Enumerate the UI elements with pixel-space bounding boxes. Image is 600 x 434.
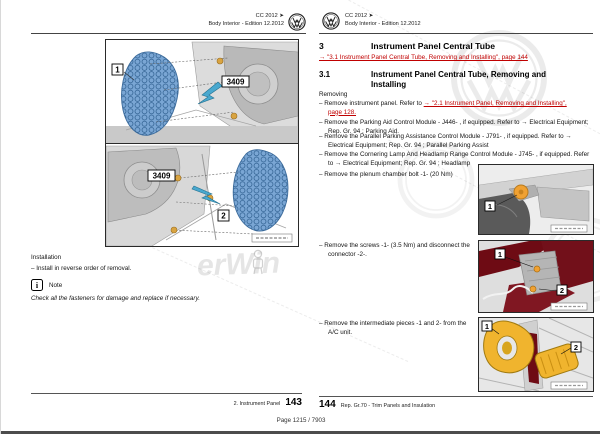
left-header-model: CC 2012 ➤ <box>255 13 284 19</box>
installation-step: – Install in reverse order of removal. <box>31 265 132 272</box>
left-footer-page-number: 143 <box>285 397 302 408</box>
figure-central-tube-right <box>105 143 299 247</box>
section-crossref-link[interactable]: → "3.1 Instrument Panel Central Tube, Removing and Installing", page 144 <box>319 54 528 61</box>
step-remove-instrument-panel: – Remove instrument panel. Refer to → "2.1 Instrument Panel, Removing and Installing", page 128. <box>319 100 567 116</box>
right-footer-page-number: 144 <box>319 399 336 410</box>
subsection-title: Instrument Panel Central Tube, Removing and Installing <box>371 70 546 89</box>
figure-plenum-chamber <box>478 164 594 235</box>
step-intermediate-pieces: – Remove the intermediate pieces -1 and 2- from the A/C unit. <box>319 320 467 336</box>
figure-code-box <box>252 234 292 242</box>
callout-2: 2 <box>559 285 565 295</box>
step-crossref-link[interactable]: → "2.1 Instrument Panel, Removing and Installing", page 128. <box>328 100 567 116</box>
removing-heading: Removing <box>319 91 348 98</box>
subsection-number: 3.1 <box>319 70 331 79</box>
left-header-rule <box>31 33 306 34</box>
callout-1: 1 <box>497 249 503 259</box>
callout-tool-3409: 3409 <box>226 77 245 87</box>
figure-code-box <box>551 225 587 232</box>
step-cornering-lamp-module: – Remove the Cornering Lamp And Headlamp Range Control Module - J745- , if equipped. Refer to → Electrical Equipment; Rep. Gr. 94 ; Headlamp <box>319 151 590 167</box>
step-parking-aid-module: – Remove the Parking Aid Control Module - J446- , if equipped. Refer to → Electrical Equipment; Rep. Gr. 94 ; Parking Aid. <box>319 119 589 135</box>
note-icon: i <box>31 279 43 291</box>
installation-heading: Installation <box>31 254 62 261</box>
right-header <box>345 13 421 28</box>
right-footer <box>319 399 435 410</box>
figure-screws-connector <box>478 240 594 313</box>
left-header <box>31 13 284 28</box>
section-number: 3 <box>319 41 324 51</box>
step-plenum-chamber-bolt: – Remove the plenum chamber bolt -1- (20 Nm) <box>319 171 453 178</box>
callout-1: 1 <box>484 321 490 331</box>
step-remove-screws: – Remove the screws -1- (3.5 Nm) and disconnect the connector -2-. <box>319 242 470 258</box>
note-label: Note <box>49 282 63 289</box>
section-title: Instrument Panel Central Tube <box>371 41 495 51</box>
left-footer <box>31 397 302 408</box>
figure-central-tube-left <box>105 39 299 144</box>
figure-code-box <box>551 382 587 389</box>
note-text: Check all the fasteners for damage and replace if necessary. <box>31 295 200 302</box>
left-header-edition: Body Interior - Edition 12.2012 <box>208 20 284 27</box>
callout-tool-3409: 3409 <box>152 171 171 181</box>
left-footer-section: 2. Instrument Panel <box>233 401 281 407</box>
vw-logo-icon <box>288 13 306 31</box>
pdf-page-indicator: Page 1215 / 7903 <box>276 417 326 424</box>
callout-2: 2 <box>573 342 579 352</box>
left-footer-rule <box>31 393 302 394</box>
step-parallel-parking-module: – Remove the Parallel Parking Assistance Control Module - J791- , if equipped. Refer to → Electrical Equipment; Rep. Gr. 94 ; Parallel Parking Assist <box>319 133 572 149</box>
callout-1: 1 <box>487 201 493 211</box>
vw-logo-icon <box>322 12 340 30</box>
right-footer-section: Rep. Gr.70 - Trim Panels and Insulation <box>340 403 436 409</box>
erwin-watermark-text: erWin <box>196 246 281 283</box>
right-header-edition: Body Interior - Edition 12.2012 <box>345 20 421 27</box>
callout-2: 2 <box>221 211 226 221</box>
figure-code-box <box>551 303 587 310</box>
right-header-rule <box>319 33 593 34</box>
figure-intermediate-pieces <box>478 317 594 392</box>
right-header-model: CC 2012 ➤ <box>345 13 374 19</box>
right-footer-rule <box>319 396 593 397</box>
callout-1: 1 <box>115 65 120 75</box>
